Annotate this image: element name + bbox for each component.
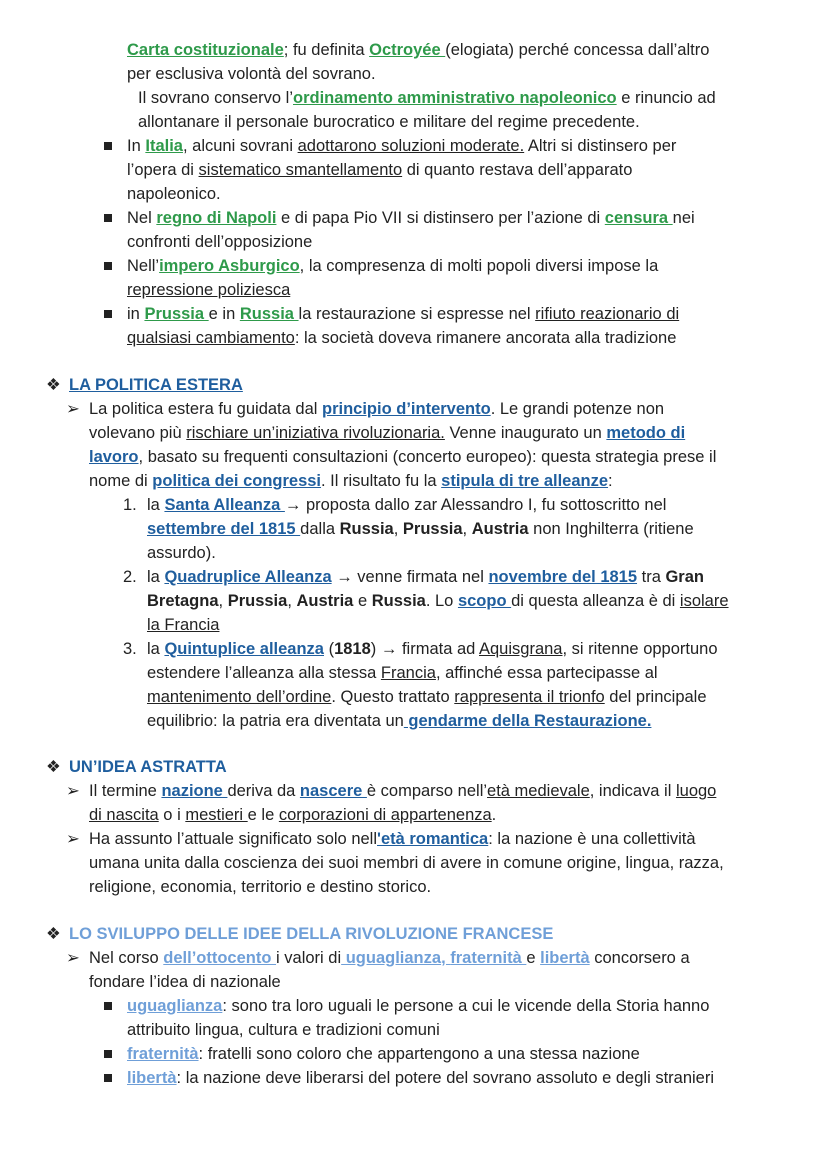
bullet-square-icon bbox=[104, 1050, 112, 1058]
politica-paragraph: lavoro, basato su frequenti consultazioni (concerto europeo): questa strategia prese il bbox=[89, 448, 717, 466]
bullet-italia-line: napoleonico. bbox=[127, 185, 221, 203]
section-title-idea-astratta: UN’IDEA ASTRATTA bbox=[69, 758, 227, 776]
bullet-napoli-line: confronti dell’opposizione bbox=[127, 233, 313, 251]
sviluppo-paragraph: fondare l’idea di nazionale bbox=[89, 973, 281, 991]
bullet-prussia: in Prussia e in Russia la restaurazione si espresse nel rifiuto reazionario di bbox=[127, 305, 680, 323]
bullet-square-icon bbox=[104, 142, 112, 150]
alliance-item-line: la Francia bbox=[147, 616, 220, 634]
bullet-square-icon bbox=[104, 310, 112, 318]
idea-paragraph: umana unita dalla coscienza dei suoi membri di avere in comune origine, lingua, razza, bbox=[89, 854, 724, 872]
value-liberta: libertà: la nazione deve liberarsi del potere del sovrano assoluto e degli stranieri bbox=[127, 1069, 715, 1087]
bullet-asburgo: Nell’impero Asburgico, la compresenza di molti popoli diversi impose la bbox=[127, 257, 659, 275]
diamond-icon: ❖ bbox=[46, 758, 61, 776]
section-title-politica-estera: LA POLITICA ESTERA bbox=[69, 376, 243, 394]
arrow-bullet-icon: ➢ bbox=[66, 400, 80, 418]
bullet-prussia-line: qualsiasi cambiamento: la società doveva rimanere ancorata alla tradizione bbox=[127, 329, 677, 347]
value-uguaglianza-line: attribuito lingua, cultura e tradizioni comuni bbox=[127, 1021, 440, 1039]
list-number: 1. bbox=[123, 496, 137, 514]
politica-paragraph: nome di politica dei congressi. Il risultato fu la stipula di tre alleanze: bbox=[89, 472, 613, 490]
value-fraternita: fraternità: fratelli sono coloro che appartengono a una stessa nazione bbox=[127, 1045, 640, 1063]
list-number: 3. bbox=[123, 640, 137, 658]
idea-paragraph: Il termine nazione deriva da nascere è comparso nell’età medievale, indicava il luogo bbox=[89, 782, 717, 800]
politica-paragraph: La politica estera fu guidata dal principio d’intervento. Le grandi potenze non bbox=[89, 400, 665, 418]
bullet-square-icon bbox=[104, 1074, 112, 1082]
idea-paragraph: di nascita o i mestieri e le corporazioni di appartenenza. bbox=[89, 806, 497, 824]
bullet-italia-line: l’opera di sistematico smantellamento di quanto restava dell’apparato bbox=[127, 161, 633, 179]
alliance-item-line: assurdo). bbox=[147, 544, 216, 562]
diamond-icon: ❖ bbox=[46, 376, 61, 394]
alliance-item-santa: la Santa Alleanza → proposta dallo zar Alessandro I, fu sottoscritto nel bbox=[147, 496, 667, 514]
section-title-sviluppo: LO SVILUPPO DELLE IDEE DELLA RIVOLUZIONE FRANCESE bbox=[69, 925, 554, 943]
intro-line: per esclusiva volontà del sovrano. bbox=[127, 65, 376, 83]
bullet-square-icon bbox=[104, 262, 112, 270]
value-uguaglianza: uguaglianza: sono tra loro uguali le persone a cui le vicende della Storia hanno bbox=[127, 997, 710, 1015]
idea-paragraph: religione, economia, territorio e destino storico. bbox=[89, 878, 432, 896]
alliance-item-line: mantenimento dell’ordine. Questo trattato rappresenta il trionfo del principale bbox=[147, 688, 707, 706]
intro-line: Il sovrano conservo l’ordinamento amministrativo napoleonico e rinuncio ad bbox=[138, 89, 716, 107]
bullet-napoli: Nel regno di Napoli e di papa Pio VII si distinsero per l’azione di censura nei bbox=[127, 209, 695, 227]
bullet-square-icon bbox=[104, 214, 112, 222]
alliance-item-line: estendere l’alleanza alla stessa Francia, affinché essa partecipasse al bbox=[147, 664, 658, 682]
alliance-item-quintuplice: la Quintuplice alleanza (1818) → firmata ad Aquisgrana, si ritenne opportuno bbox=[147, 640, 718, 658]
intro-line: allontanare il personale burocratico e militare del regime precedente. bbox=[138, 113, 640, 131]
list-number: 2. bbox=[123, 568, 137, 586]
arrow-bullet-icon: ➢ bbox=[66, 949, 80, 967]
arrow-bullet-icon: ➢ bbox=[66, 830, 80, 848]
alliance-item-line: equilibrio: la patria era diventata un gendarme della Restaurazione. bbox=[147, 712, 652, 730]
sviluppo-paragraph: Nel corso dell’ottocento i valori di uguaglianza, fraternità e libertà concorsero a bbox=[89, 949, 690, 967]
arrow-bullet-icon: ➢ bbox=[66, 782, 80, 800]
idea-paragraph: Ha assunto l’attuale significato solo nell'età romantica: la nazione è una collettività bbox=[89, 830, 696, 848]
politica-paragraph: volevano più rischiare un’iniziativa rivoluzionaria. Venne inaugurato un metodo di bbox=[89, 424, 686, 442]
bullet-square-icon bbox=[104, 1002, 112, 1010]
alliance-item-line: Bretagna, Prussia, Austria e Russia. Lo scopo di questa alleanza è di isolare bbox=[147, 592, 729, 610]
bullet-asburgo-line: repressione poliziesca bbox=[127, 281, 291, 299]
alliance-item-quadruplice: la Quadruplice Alleanza → venne firmata nel novembre del 1815 tra Gran bbox=[147, 568, 704, 586]
alliance-item-line: settembre del 1815 dalla Russia, Prussia, Austria non Inghilterra (ritiene bbox=[147, 520, 694, 538]
bullet-italia: In Italia, alcuni sovrani adottarono soluzioni moderate. Altri si distinsero per bbox=[127, 137, 677, 155]
diamond-icon: ❖ bbox=[46, 925, 61, 943]
intro-line: Carta costituzionale; fu definita Octroyée (elogiata) perché concessa dall’altro bbox=[127, 41, 710, 59]
